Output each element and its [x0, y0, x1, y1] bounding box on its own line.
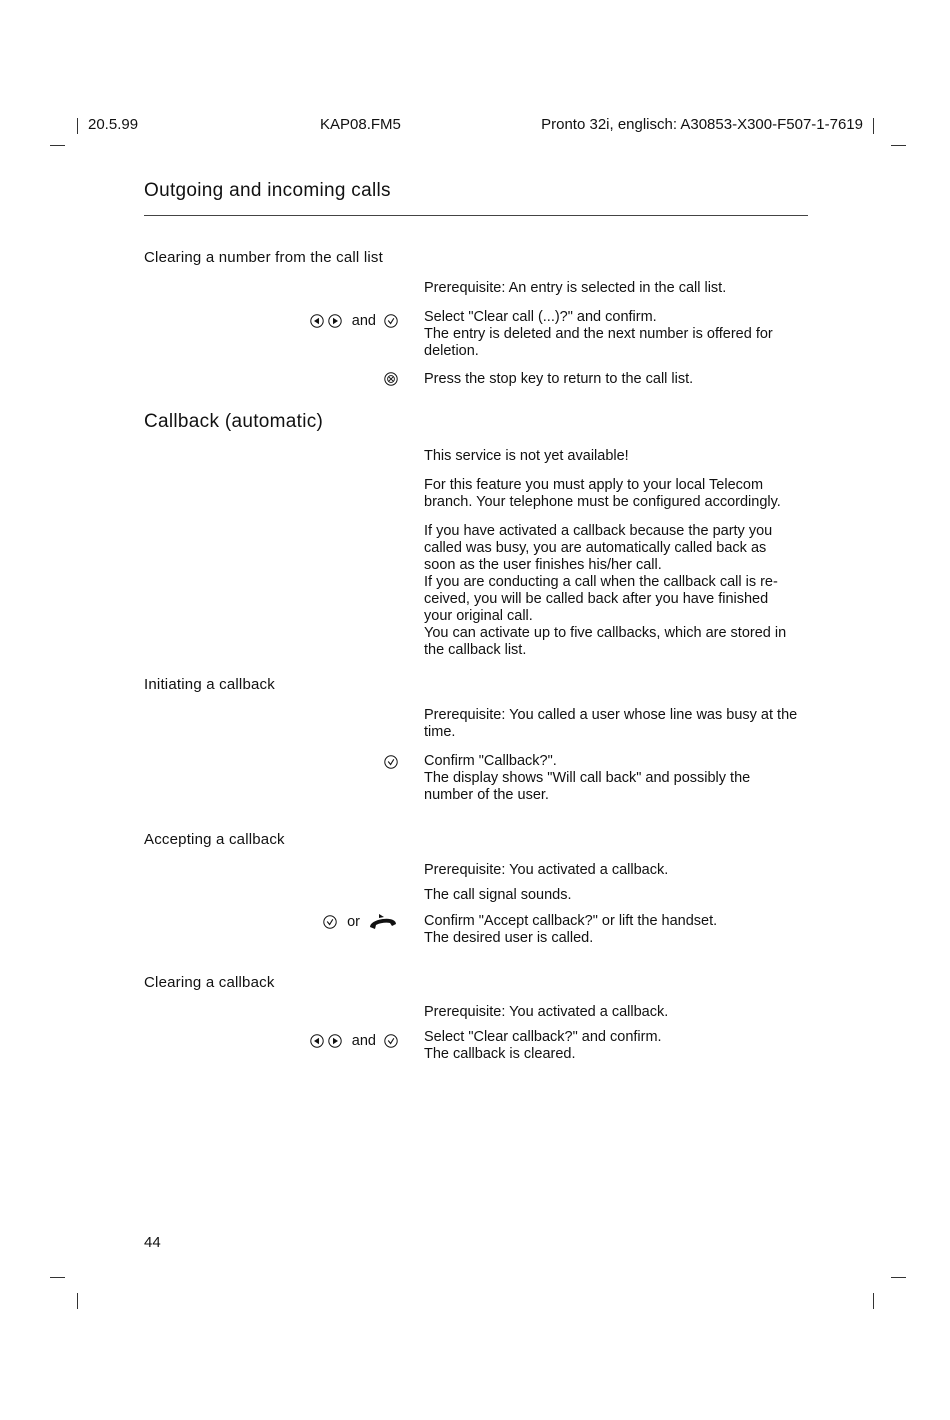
key-sequence — [384, 755, 398, 769]
title-rule — [144, 215, 808, 216]
crop-mark — [77, 118, 78, 134]
section-heading: Initiating a callback — [144, 676, 275, 693]
info-text: If you have activated a callback because the party you called was busy, you are automatically called back as soon as the user finishes his/her call. If you are conducting a call when the callback call is re- ceived, you will be called back after you have finished your original call. You can activate up to five callbacks, which are stored in the callback list. — [424, 523, 787, 658]
instruction-text: Press the stop key to return to the call list. — [424, 371, 694, 387]
crop-mark — [891, 145, 906, 146]
instruction-text: Select "Clear call (...)?" and confirm. The entry is deleted and the next number is offered for deletion. — [424, 309, 773, 359]
key-sequence — [384, 372, 398, 386]
section-heading: Accepting a callback — [144, 831, 285, 848]
crop-mark — [891, 1277, 906, 1278]
right-arrow-key-icon — [328, 314, 342, 328]
section-heading: Clearing a callback — [144, 974, 275, 991]
crop-mark — [873, 118, 874, 134]
info-text: The call signal sounds. — [424, 887, 572, 903]
instruction-text: Select "Clear callback?" and confirm. The callback is cleared. — [424, 1029, 662, 1062]
ok-key-icon — [384, 1034, 398, 1048]
key-sequence — [310, 1033, 398, 1049]
header-date: 20.5.99 — [88, 116, 139, 133]
crop-mark — [50, 1277, 65, 1278]
left-arrow-key-icon — [310, 314, 324, 328]
keys-or-label: or — [347, 914, 360, 930]
prerequisite-text: Prerequisite: You activated a callback. — [424, 862, 669, 878]
crop-mark — [77, 1293, 78, 1309]
stop-key-icon — [384, 372, 398, 386]
keys-and-label: and — [351, 1033, 376, 1049]
info-text: For this feature you must apply to your local Telecom branch. Your telephone must be configured accordingly. — [424, 477, 781, 510]
right-arrow-key-icon — [328, 1034, 342, 1048]
prerequisite-text: Prerequisite: You activated a callback. — [424, 1004, 669, 1020]
instruction-text: Confirm "Callback?". The display shows "Will call back" and possibly the number of the user. — [424, 753, 751, 803]
left-arrow-key-icon — [310, 1034, 324, 1048]
header-file: KAP08.FM5 — [320, 116, 401, 133]
section-heading: Callback (automatic) — [144, 411, 324, 432]
ok-key-icon — [384, 755, 398, 769]
prerequisite-text: Prerequisite: An entry is selected in the call list. — [424, 280, 727, 296]
crop-mark — [50, 145, 65, 146]
ok-key-icon — [323, 915, 337, 929]
crop-mark — [873, 1293, 874, 1309]
page-number: 44 — [144, 1234, 161, 1251]
keys-and-label: and — [351, 313, 376, 329]
key-sequence — [323, 912, 398, 932]
section-heading: Clearing a number from the call list — [144, 249, 383, 266]
key-sequence — [310, 313, 398, 329]
instruction-text: Confirm "Accept callback?" or lift the handset. The desired user is called. — [424, 913, 718, 946]
prerequisite-text: Prerequisite: You called a user whose line was busy at the time. — [424, 707, 798, 740]
ok-key-icon — [384, 314, 398, 328]
header-doc-id: Pronto 32i, englisch: A30853-X300-F507-1-7619 — [541, 116, 863, 133]
info-text: This service is not yet available! — [424, 448, 629, 464]
page-title: Outgoing and incoming calls — [144, 180, 391, 201]
lift-handset-icon — [368, 912, 398, 932]
